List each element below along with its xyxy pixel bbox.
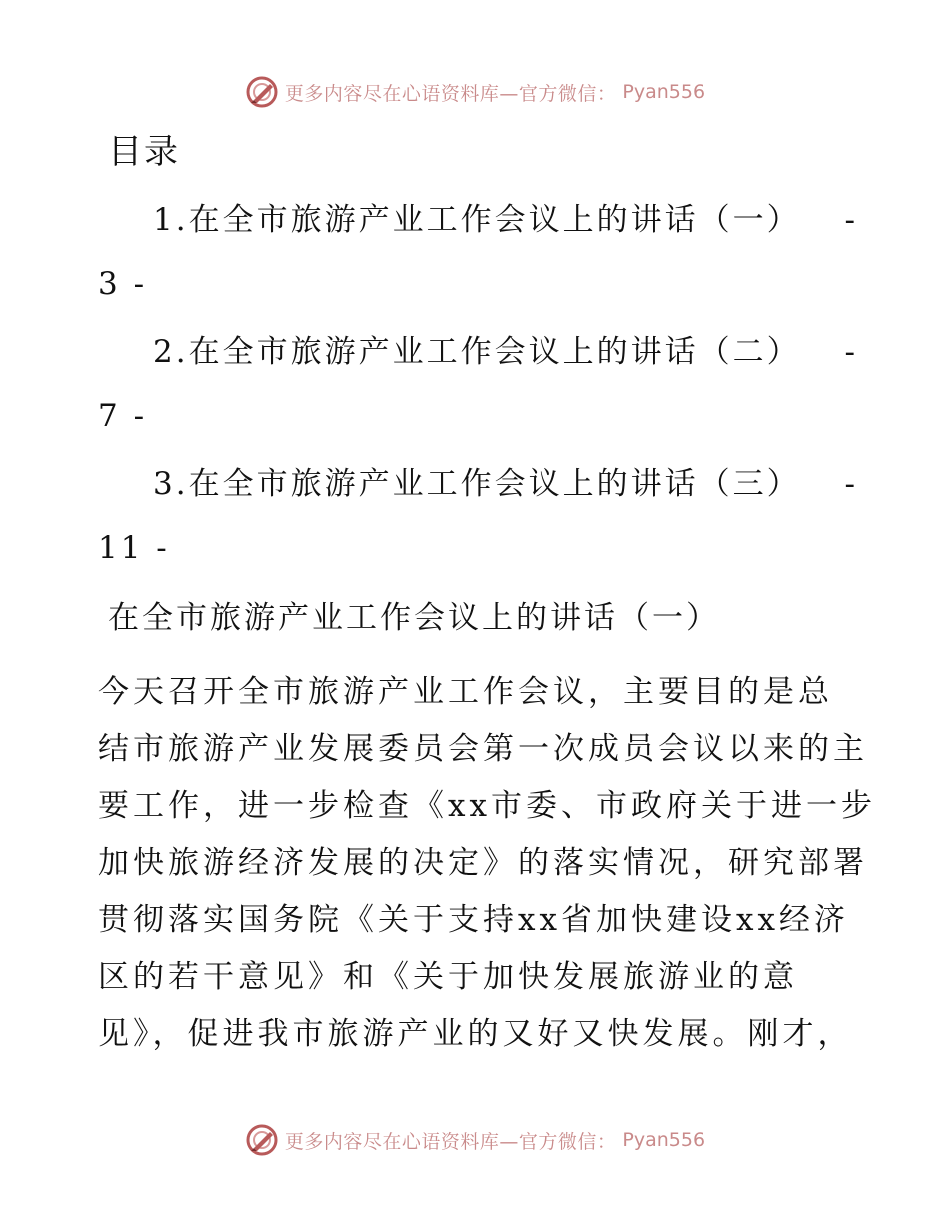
watermark-text: 更多内容尽在心语资料库—官方微信：: [284, 1130, 617, 1153]
toc-item[interactable]: [98, 320, 858, 448]
watermark-wechat-id: Pyan556: [622, 1129, 706, 1151]
toc-item-title: 在全市旅游产业工作会议上的讲话（二）: [188, 334, 801, 370]
watermark-banner-top: [0, 72, 950, 112]
body-line: 见》，促进我市旅游产业的又好又快发展。刚才，: [98, 1016, 853, 1052]
body-line: 要工作，进一步检查《xx市委、市政府关于进一步: [98, 788, 876, 824]
body-line: 贯彻落实国务院《关于支持xx省加快建设xx经济: [98, 902, 849, 938]
toc-item-page: 3 -: [98, 266, 148, 302]
toc-item-dash: -: [844, 334, 858, 370]
pen-circle-logo-icon: [245, 1123, 279, 1157]
toc-item-dash: -: [844, 466, 858, 502]
toc-title: 目录: [108, 132, 180, 172]
watermark-wechat-id: Pyan556: [622, 81, 706, 103]
section-heading: 在全市旅游产业工作会议上的讲话（一）: [108, 600, 720, 636]
body-line: 加快旅游经济发展的决定》的落实情况，研究部署: [98, 845, 868, 881]
watermark-banner-bottom: [0, 1120, 950, 1160]
pen-circle-logo-icon: [245, 75, 279, 109]
toc-item[interactable]: [98, 452, 858, 580]
toc-item-title: 在全市旅游产业工作会议上的讲话（三）: [188, 466, 801, 502]
toc-item-number: 2.: [153, 334, 189, 370]
body-line: 区的若干意见》和《关于加快发展旅游业的意: [98, 959, 798, 995]
watermark-text: 更多内容尽在心语资料库—官方微信：: [284, 82, 617, 105]
toc-item-dash: -: [844, 202, 858, 238]
body-line: 今天召开全市旅游产业工作会议，主要目的是总: [98, 674, 833, 710]
toc-item-number: 3.: [153, 466, 189, 502]
toc-item-number: 1.: [153, 202, 189, 238]
toc-item[interactable]: [98, 188, 858, 316]
body-line: 结市旅游产业发展委员会第一次成员会议以来的主: [98, 731, 868, 767]
toc-item-page: 11 -: [98, 530, 170, 566]
body-paragraph: [98, 664, 876, 1063]
toc-item-title: 在全市旅游产业工作会议上的讲话（一）: [188, 202, 801, 238]
toc-item-page: 7 -: [98, 398, 148, 434]
